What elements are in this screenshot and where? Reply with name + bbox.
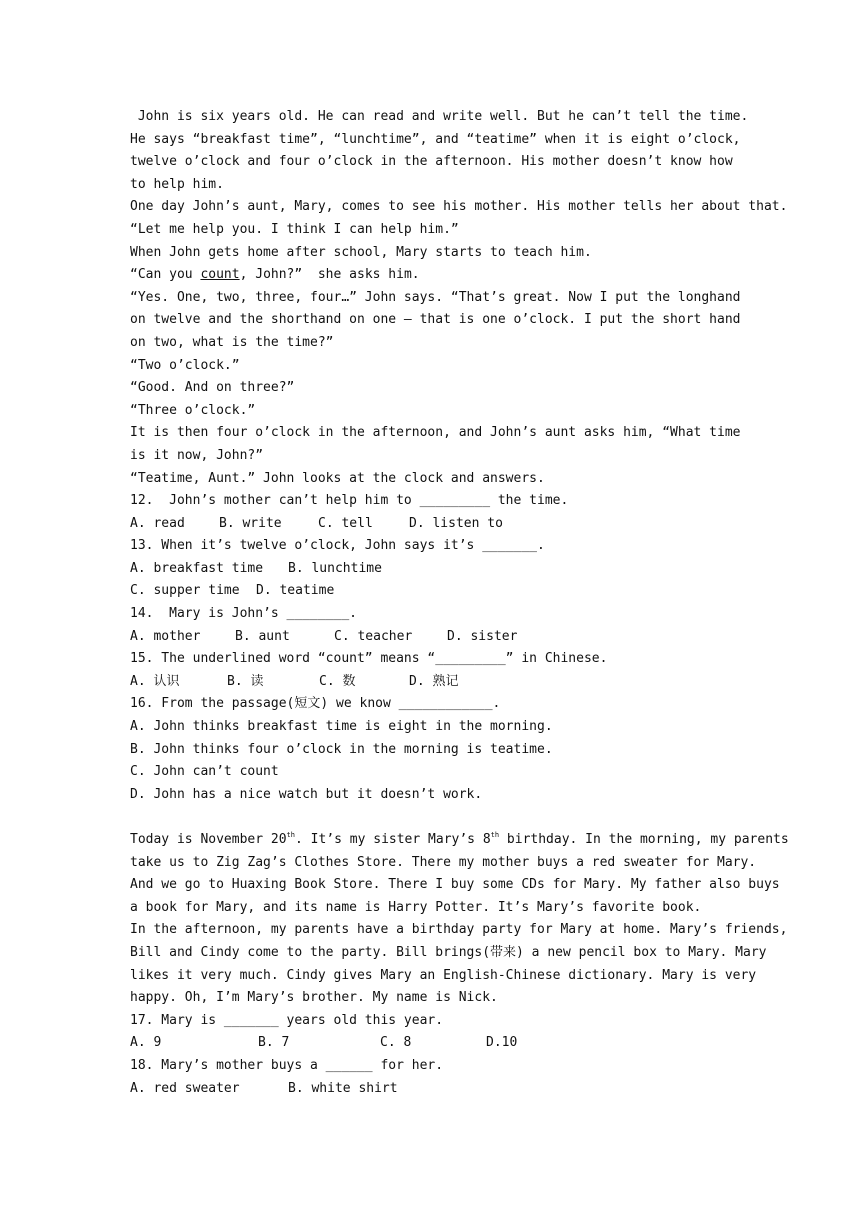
passage-line: “Let me help you. I think I can help him.”	[130, 221, 459, 237]
option: A. 认识	[130, 673, 180, 689]
option: D. teatime	[256, 583, 335, 599]
question-set-two	[130, 1010, 735, 1100]
passage-line: John is six years old. He can read and write well. But he can’t tell the time.	[130, 109, 749, 124]
option: C. John can’t count	[130, 764, 279, 780]
option: B. aunt	[235, 628, 290, 644]
question-13-options	[130, 558, 735, 581]
passage-two	[130, 829, 789, 1010]
passage-text: birthday. In the morning, my parents	[499, 832, 789, 847]
option: A. 9	[130, 1035, 162, 1051]
question-12-stem: 12. John’s mother can’t help him to _________ the time.	[130, 493, 569, 509]
ordinal-suffix: th	[490, 831, 500, 839]
passage-line: It is then four o’clock in the afternoon, and John’s aunt asks him, “What time	[130, 425, 741, 441]
passage-line: In the afternoon, my parents have a birthday party for Mary at home. Mary’s friends,	[130, 922, 788, 938]
question-17-stem: 17. Mary is _______ years old this year.	[130, 1012, 444, 1028]
question-13-stem: 13. When it’s twelve o’clock, John says it’s _______.	[130, 538, 545, 554]
passage-line: a book for Mary, and its name is Harry Potter. It’s Mary’s favorite book.	[130, 899, 702, 915]
passage-line	[130, 829, 789, 852]
option: D. listen to	[409, 515, 503, 531]
option: C. tell	[318, 515, 373, 531]
option: C. teacher	[334, 628, 413, 644]
option: A. read	[130, 515, 185, 531]
option: B. write	[219, 515, 282, 531]
question-12-options	[130, 513, 735, 536]
passage-line: “Two o’clock.”	[130, 357, 240, 373]
section-spacer	[130, 806, 735, 829]
question-14-stem: 14. Mary is John’s ________.	[130, 606, 357, 622]
option: B. white shirt	[288, 1080, 398, 1096]
passage-line: When John gets home after school, Mary starts to teach him.	[130, 244, 592, 260]
passage-text: Today is November 20	[130, 832, 287, 847]
passage-one	[130, 106, 788, 490]
passage-line: And we go to Huaxing Book Store. There I buy some CDs for Mary. My father also buys	[130, 877, 780, 893]
passage-line: twelve o’clock and four o’clock in the afternoon. His mother doesn’t know how	[130, 154, 733, 170]
passage-line: He says “breakfast time”, “lunchtime”, and “teatime” when it is eight o’clock,	[130, 131, 741, 147]
passage-line: likes it very much. Cindy gives Mary an English-Chinese dictionary. Mary is very	[130, 967, 757, 983]
option: A. breakfast time	[130, 560, 264, 576]
question-15-options	[130, 671, 735, 694]
question-16-stem: 16. From the passage(短文) we know ____________.	[130, 696, 501, 712]
option: C. 数	[319, 673, 356, 689]
passage-line: is it now, John?”	[130, 447, 264, 463]
option: D. John has a nice watch but it doesn’t work.	[130, 786, 483, 802]
passage-line: One day John’s aunt, Mary, comes to see his mother. His mother tells her about that.	[130, 199, 788, 215]
option: A. mother	[130, 628, 201, 644]
passage-text: “Can you	[130, 267, 201, 283]
option: C. 8	[380, 1035, 412, 1051]
question-15-stem: 15. The underlined word “count” means “_________” in Chinese.	[130, 651, 608, 667]
question-14-options	[130, 626, 735, 649]
passage-text: , John?” she asks him.	[239, 267, 420, 283]
option: B. 读	[227, 673, 264, 689]
passage-line: to help him.	[130, 176, 224, 192]
passage-line: on twelve and the shorthand on one – that is one o’clock. I put the short hand	[130, 312, 741, 328]
passage-line: take us to Zig Zag’s Clothes Store. There my mother buys a red sweater for Mary.	[130, 854, 757, 870]
passage-line: “Three o’clock.”	[130, 402, 256, 418]
option: A. John thinks breakfast time is eight in the morning.	[130, 719, 553, 735]
question-18-stem: 18. Mary’s mother buys a ______ for her.	[130, 1057, 444, 1073]
option: C. supper time	[130, 583, 240, 599]
question-18-options	[130, 1078, 735, 1101]
option: D. sister	[447, 628, 518, 644]
passage-line: “Good. And on three?”	[130, 380, 295, 396]
passage-line: on two, what is the time?”	[130, 334, 334, 350]
passage-line: happy. Oh, I’m Mary’s brother. My name is Nick.	[130, 990, 498, 1006]
question-13-options	[130, 580, 735, 603]
underlined-word: count	[200, 267, 240, 283]
passage-line: Bill and Cindy come to the party. Bill brings(带来) a new pencil box to Mary. Mary	[130, 944, 767, 960]
passage-line: “Yes. One, two, three, four…” John says. “That’s great. Now I put the longhand	[130, 289, 741, 305]
passage-text: . It’s my sister Mary’s 8	[294, 832, 491, 847]
option: D. 熟记	[409, 673, 459, 689]
question-set-one	[130, 490, 735, 806]
option: B. 7	[258, 1035, 290, 1051]
question-17-options	[130, 1032, 735, 1055]
option: D.10	[486, 1035, 518, 1051]
option: B. lunchtime	[288, 560, 382, 576]
worksheet-page	[130, 106, 789, 1100]
option: A. red sweater	[130, 1080, 240, 1096]
passage-line: “Teatime, Aunt.” John looks at the clock and answers.	[130, 470, 545, 486]
ordinal-suffix: th	[286, 831, 295, 839]
passage-line	[130, 264, 735, 287]
option: B. John thinks four o’clock in the morning is teatime.	[130, 741, 553, 757]
